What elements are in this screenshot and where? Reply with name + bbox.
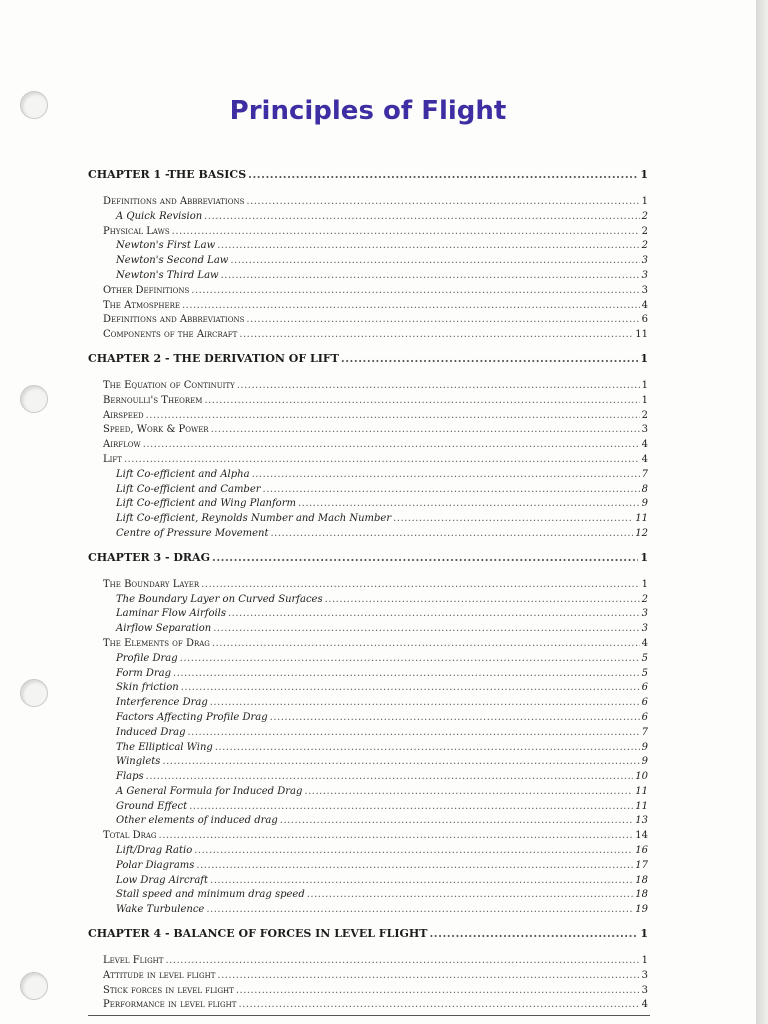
page-number: 1 <box>640 550 648 564</box>
toc-entry <box>88 579 648 594</box>
toc-subentry <box>88 889 648 904</box>
dot-leader <box>248 168 638 181</box>
toc-entry <box>88 285 648 300</box>
toc-entry <box>88 424 648 439</box>
page-number: 1 <box>640 351 648 365</box>
entry-label: Performance in level flight <box>103 999 237 1011</box>
toc-subentry <box>88 786 648 801</box>
page-number: 12 <box>635 527 648 539</box>
dot-leader <box>341 352 638 365</box>
page-number: 3 <box>641 608 648 620</box>
entry-label: Wake Turbulence <box>116 904 205 916</box>
dot-leader <box>189 801 633 812</box>
entry-label: Physical Laws <box>103 225 170 237</box>
entry-label: Other elements of induced drag <box>116 815 278 827</box>
page-number: 2 <box>641 210 648 222</box>
dot-leader <box>325 594 640 605</box>
page-number: 19 <box>635 904 648 916</box>
entry-label: The Elements of Drag <box>103 637 210 649</box>
dot-leader <box>172 226 640 237</box>
entry-label: The Boundary Layer <box>103 578 200 590</box>
entry-label: Skin friction <box>116 682 179 694</box>
page-number: 13 <box>635 815 648 827</box>
page-number: 4 <box>641 439 648 451</box>
dot-leader <box>182 300 640 311</box>
page-number: 5 <box>641 667 648 679</box>
toc-subentry <box>88 255 648 270</box>
dot-leader <box>252 469 640 480</box>
toc-subentry <box>88 498 648 513</box>
page-number: 18 <box>635 874 648 886</box>
dot-leader <box>165 955 639 966</box>
dot-leader <box>238 999 639 1010</box>
page-number: 9 <box>641 498 648 510</box>
dot-leader <box>236 985 640 996</box>
entry-label: The Atmosphere <box>103 299 180 311</box>
entry-label: Other Definitions <box>103 284 190 296</box>
toc-entry <box>88 638 648 653</box>
toc-subentry <box>88 653 648 668</box>
dot-leader <box>188 727 640 738</box>
dot-leader <box>173 668 640 679</box>
page-number: 4 <box>641 453 648 465</box>
toc-entry <box>88 410 648 425</box>
page-number: 9 <box>641 741 648 753</box>
toc-entry <box>88 970 648 985</box>
dot-leader <box>212 638 640 649</box>
entry-label: Attitude in level flight <box>103 969 216 981</box>
entry-label: Newton's Second Law <box>116 255 229 267</box>
toc-subentry <box>88 682 648 697</box>
entry-label: Stick forces in level flight <box>103 984 234 996</box>
dot-leader <box>210 697 640 708</box>
page-number: 1 <box>641 578 648 590</box>
dot-leader <box>217 240 639 251</box>
entry-label: Definitions and Abbreviations <box>103 196 245 207</box>
toc-chapter <box>88 551 648 919</box>
dot-leader <box>213 623 639 634</box>
entry-label: Factors Affecting Profile Drag <box>116 711 268 723</box>
entry-label: Definitions and Abbreviations <box>103 314 245 326</box>
dot-leader <box>159 830 634 841</box>
toc-entry <box>88 830 648 845</box>
entry-label: Newton's First Law <box>116 240 216 252</box>
toc-subentry <box>88 513 648 528</box>
page-number: 1 <box>641 196 648 207</box>
page-number: 3 <box>641 269 648 281</box>
entry-label: Components of the Aircraft <box>103 329 238 341</box>
entry-label: The Elliptical Wing <box>116 741 213 753</box>
chapter-heading: CHAPTER 2 - THE DERIVATION OF LIFT <box>88 351 339 365</box>
punch-hole <box>20 385 48 413</box>
dot-leader <box>180 653 640 664</box>
dot-leader <box>307 889 634 900</box>
page-number: 6 <box>641 711 648 723</box>
dot-leader <box>204 211 639 222</box>
dot-leader <box>124 454 640 465</box>
page-number: 6 <box>641 314 648 326</box>
punch-hole <box>20 679 48 707</box>
toc-subentry <box>88 594 648 609</box>
dot-leader <box>298 498 640 509</box>
page-number: 3 <box>641 984 648 996</box>
entry-label: Centre of Pressure Movement <box>116 527 269 539</box>
dot-leader <box>246 196 639 207</box>
entry-label: Laminar Flow Airfoils <box>116 608 226 620</box>
page-number: 4 <box>641 637 648 649</box>
toc-chapter <box>88 168 648 344</box>
page-number: 6 <box>641 682 648 694</box>
punch-hole <box>20 972 48 1000</box>
entry-label: Ground Effect <box>116 800 188 812</box>
dot-leader <box>246 314 639 325</box>
dot-leader <box>230 255 639 266</box>
toc-subentry <box>88 469 648 484</box>
dot-leader <box>239 329 633 340</box>
dot-leader <box>304 786 633 797</box>
entry-label: Airspeed <box>103 409 144 421</box>
page-number: 8 <box>641 483 648 495</box>
entry-label: The Boundary Layer on Curved Surfaces <box>116 593 323 605</box>
chapter-heading-row <box>88 352 648 374</box>
page-number: 1 <box>640 927 648 941</box>
page-number: 9 <box>641 756 648 768</box>
entry-label: Flaps <box>116 771 144 783</box>
page-number: 7 <box>641 468 648 480</box>
entry-label: Airflow <box>103 439 141 451</box>
entry-label: Bernoulli's Theorem <box>103 394 203 406</box>
dot-leader <box>201 579 640 590</box>
chapter-heading-row <box>88 551 648 573</box>
page-number: 3 <box>641 255 648 267</box>
toc-entry <box>88 955 648 970</box>
page-number: 17 <box>635 859 648 871</box>
chapter-heading: CHAPTER 4 - BALANCE OF FORCES IN LEVEL FLIGHT <box>88 927 428 941</box>
page-number: 1 <box>641 955 648 967</box>
toc-entry <box>88 314 648 329</box>
dot-leader <box>191 285 639 296</box>
toc-subentry <box>88 528 648 543</box>
dot-leader <box>196 860 633 871</box>
dot-leader <box>212 551 638 564</box>
toc-entry <box>88 395 648 410</box>
page-number: 1 <box>641 379 648 391</box>
entry-label: Lift/Drag Ratio <box>116 845 193 857</box>
entry-label: A General Formula for Induced Drag <box>116 785 303 797</box>
entry-label: Winglets <box>116 756 161 768</box>
dot-leader <box>280 815 634 826</box>
page-number: 2 <box>641 240 648 252</box>
toc-subentry <box>88 240 648 255</box>
entry-label: Level Flight <box>103 955 164 967</box>
chapter-heading-row <box>88 927 648 949</box>
chapter-heading: CHAPTER 1 -THE BASICS <box>88 168 247 181</box>
entry-label: Polar Diagrams <box>116 859 195 871</box>
toc-subentry <box>88 668 648 683</box>
entry-label: Lift Co-efficient, Reynolds Number and Mach Number <box>116 513 392 525</box>
page-number: 4 <box>641 299 648 311</box>
entry-label: Airflow Separation <box>116 623 212 635</box>
toc-entry <box>88 380 648 395</box>
dot-leader <box>237 380 640 391</box>
toc-subentry <box>88 860 648 875</box>
bottom-rule <box>88 1015 650 1016</box>
entry-label: The Equation of Continuity <box>103 379 235 391</box>
page-number: 11 <box>635 329 648 341</box>
page-number: 3 <box>641 424 648 436</box>
dot-leader <box>143 439 640 450</box>
toc-entry <box>88 196 648 211</box>
toc-subentry <box>88 756 648 771</box>
entry-label: Lift Co-efficient and Alpha <box>116 468 250 480</box>
toc-subentry <box>88 697 648 712</box>
toc-entry <box>88 300 648 315</box>
page-number: 3 <box>641 623 648 635</box>
toc-subentry <box>88 771 648 786</box>
dot-leader <box>217 970 639 981</box>
dot-leader <box>210 875 633 886</box>
page-number: 2 <box>641 225 648 237</box>
entry-label: Newton's Third Law <box>116 269 219 281</box>
toc-entry <box>88 439 648 454</box>
toc-subentry <box>88 270 648 285</box>
toc-subentry <box>88 875 648 890</box>
page-number: 6 <box>641 697 648 709</box>
toc-subentry <box>88 904 648 919</box>
dot-leader <box>263 484 640 495</box>
page-title: Principles of Flight <box>229 96 507 126</box>
page-edge <box>756 0 768 1024</box>
dot-leader <box>271 528 634 539</box>
toc-chapter <box>88 927 648 1014</box>
dot-leader <box>146 771 634 782</box>
dot-leader <box>181 682 640 693</box>
page-number: 7 <box>641 726 648 738</box>
page-number: 4 <box>641 999 648 1011</box>
page-number: 2 <box>641 409 648 421</box>
dot-leader <box>211 424 640 435</box>
page-number: 14 <box>635 830 648 842</box>
entry-label: Induced Drag <box>116 726 186 738</box>
entry-label: Stall speed and minimum drag speed <box>116 889 305 901</box>
entry-label: A Quick Revision <box>116 210 203 222</box>
entry-label: Interference Drag <box>116 697 208 709</box>
toc-entry <box>88 329 648 344</box>
toc-chapter <box>88 352 648 543</box>
page-number: 1 <box>640 168 648 181</box>
page-number: 11 <box>635 785 648 797</box>
dot-leader <box>270 712 640 723</box>
toc-subentry <box>88 727 648 742</box>
dot-leader <box>221 270 640 281</box>
chapter-heading-row <box>88 168 648 190</box>
dot-leader <box>215 742 640 753</box>
dot-leader <box>204 395 639 406</box>
toc-subentry <box>88 484 648 499</box>
page-number: 11 <box>635 800 648 812</box>
entry-label: Total Drag <box>103 830 157 842</box>
toc-subentry <box>88 712 648 727</box>
toc-subentry <box>88 815 648 830</box>
toc-entry <box>88 985 648 1000</box>
dot-leader <box>194 845 633 856</box>
toc-entry <box>88 226 648 241</box>
dot-leader <box>429 927 638 940</box>
entry-label: Low Drag Aircraft <box>116 874 209 886</box>
page-number: 1 <box>641 394 648 406</box>
dot-leader <box>146 410 640 421</box>
page-number: 10 <box>635 771 648 783</box>
dot-leader <box>162 756 639 767</box>
toc-subentry <box>88 608 648 623</box>
page-number: 16 <box>635 845 648 857</box>
dot-leader <box>393 513 633 524</box>
toc-subentry <box>88 742 648 757</box>
entry-label: Lift Co-efficient and Wing Planform <box>116 498 296 510</box>
toc-subentry <box>88 211 648 226</box>
dot-leader <box>228 608 640 619</box>
page-number: 2 <box>641 593 648 605</box>
entry-label: Profile Drag <box>116 652 178 664</box>
entry-label: Lift <box>103 453 122 465</box>
entry-label: Speed, Work & Power <box>103 424 209 436</box>
chapter-heading: CHAPTER 3 - DRAG <box>88 550 210 564</box>
page-number: 5 <box>641 652 648 664</box>
entry-label: Form Drag <box>116 667 172 679</box>
entry-label: Lift Co-efficient and Camber <box>116 483 261 495</box>
table-of-contents <box>88 168 648 1018</box>
toc-subentry <box>88 801 648 816</box>
page-number: 3 <box>641 969 648 981</box>
toc-entry <box>88 999 648 1014</box>
page-number: 18 <box>635 889 648 901</box>
page-number: 11 <box>635 513 648 525</box>
toc-entry <box>88 454 648 469</box>
dot-leader <box>206 904 633 915</box>
page-number: 3 <box>641 284 648 296</box>
toc-subentry <box>88 845 648 860</box>
toc-subentry <box>88 623 648 638</box>
